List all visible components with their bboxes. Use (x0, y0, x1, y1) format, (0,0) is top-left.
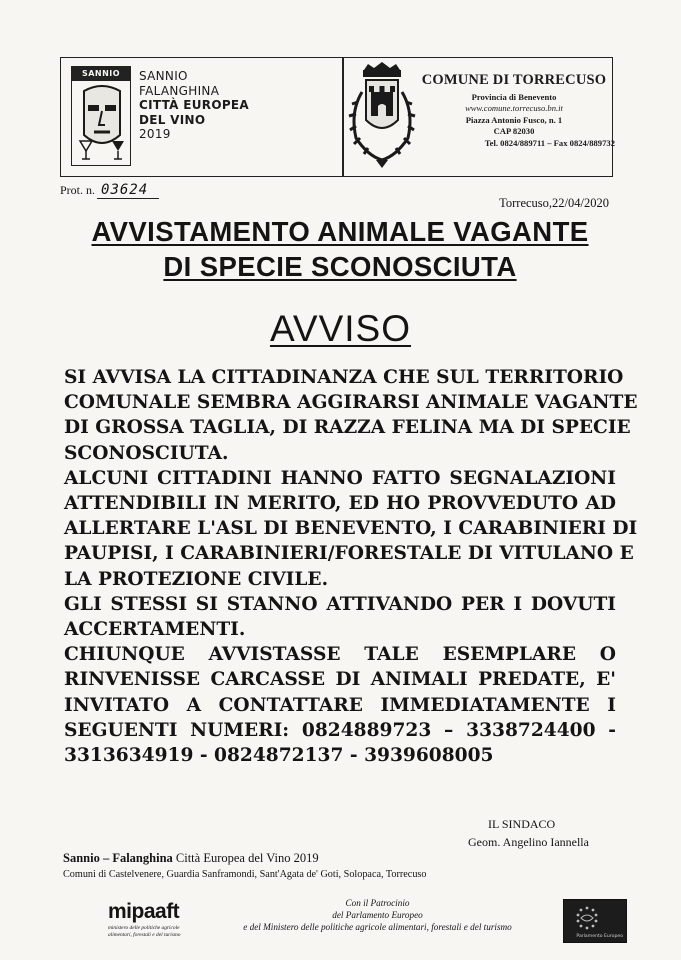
wine-city-logo (71, 66, 131, 166)
sannio-line: 2019 (139, 127, 171, 142)
eu-stars-icon (567, 904, 607, 934)
body-line: SEGUENTI NUMERI: 0824889723 – 3338724400 - (64, 719, 616, 741)
face-glass-icon (76, 85, 128, 163)
footer-brand (63, 851, 319, 866)
comune-phone: Tel. 0824/889711 – Fax 0824/889732 (484, 137, 615, 148)
document-title-line-1: AVVISTAMENTO ANIMALE VAGANTE (91, 216, 589, 247)
notice-body (64, 365, 638, 768)
sannio-line: CITTÀ EUROPEA (139, 98, 250, 113)
wine-logo-band: SANNIO (72, 67, 130, 81)
eu-label: Parlamento Europeo (576, 934, 623, 939)
footer-brand-bold: Sannio – Falanghina (63, 851, 173, 865)
body-line: CHIUNQUE AVVISTASSE TALE ESEMPLARE O (64, 644, 616, 666)
body-line: SI AVVISA LA CITTADINANZA CHE SUL TERRITORIO (64, 367, 624, 388)
document-date: Torrecuso,22/04/2020 (499, 196, 609, 210)
letterhead (60, 57, 613, 177)
patronage-text (205, 897, 550, 933)
sannio-line: FALANGHINA (139, 83, 220, 98)
torrecuso-crest-icon (346, 62, 418, 172)
body-line: INVITATO A CONTATTARE IMMEDIATAMENTE I (64, 694, 616, 716)
patronage-line: del Parlamento Europeo (332, 910, 423, 920)
comune-address: Piazza Antonio Fusco, n. 1 (465, 114, 563, 125)
patronage-line: Con il Patrocinio (345, 898, 410, 908)
document-title-line-2: DI SPECIE SCONOSCIUTA (163, 251, 517, 282)
body-line: 3313634919 - 0824872137 - 3939608005 (64, 745, 494, 767)
protocol-value: 03624 (97, 182, 159, 199)
body-line: SCONOSCIUTA. (64, 442, 229, 464)
body-line: ALLERTARE L'ASL DI BENEVENTO, I CARABINIERI DI (64, 518, 638, 540)
comune-website: www.comune.torrecuso.bn.it (465, 103, 563, 114)
body-line: LA PROTEZIONE CIVILE. (64, 568, 329, 590)
body-line: RINVENISSE CARCASSE DI ANIMALI PREDATE, E' (64, 669, 616, 691)
footer-municipalities: Comuni di Castelvenere, Guardia Sanframondi, Sant'Agata de' Goti, Solopaca, Torrecuso (63, 869, 427, 880)
protocol-number (60, 182, 159, 199)
body-line: ATTENDIBILI IN MERITO, ED HO PROVVEDUTO AD (64, 493, 616, 515)
comune-province: Provincia di Benevento (471, 92, 557, 102)
body-line: COMUNALE SEMBRA AGGIRARSI ANIMALE VAGANTE (64, 392, 638, 414)
mipaaft-logo (108, 900, 200, 939)
signature-role: IL SINDACO (488, 817, 556, 831)
letterhead-divider (342, 58, 344, 176)
body-line: ACCERTAMENTI. (64, 619, 246, 641)
mipaaft-logo-text: mipaaft (108, 900, 180, 923)
body-line: GLI STESSI SI STANNO ATTIVANDO PER I DOVUTI (64, 593, 616, 615)
mipaaft-subtitle: ministero delle politiche agricole alimentari, forestali e del turismo (108, 925, 181, 938)
protocol-label: Prot. n. (60, 183, 96, 197)
sannio-line: SANNIO (139, 69, 188, 83)
body-line: PAUPISI, I CARABINIERI/FORESTALE DI VITULANO E (64, 543, 634, 565)
comune-name: COMUNE DI TORRECUSO (421, 72, 607, 88)
avviso-heading: AVVISO (269, 308, 412, 349)
footer-brand-rest: Città Europea del Vino 2019 (175, 851, 319, 865)
comune-info (419, 72, 615, 149)
sannio-wine-city-text (139, 69, 334, 142)
sannio-line: DEL VINO (139, 112, 206, 127)
patronage-line: e del Ministero delle politiche agricole alimentari, forestali e del turismo (243, 922, 512, 932)
body-line: ALCUNI CITTADINI HANNO FATTO SEGNALAZIONI (64, 467, 616, 489)
european-parliament-logo (563, 899, 627, 943)
signature-name: Geom. Angelino Iannella (468, 835, 589, 849)
comune-cap: CAP 82030 (493, 126, 535, 137)
signature-block (468, 815, 589, 851)
body-line: DI GROSSA TAGLIA, DI RAZZA FELINA MA DI SPECIE (64, 417, 631, 439)
